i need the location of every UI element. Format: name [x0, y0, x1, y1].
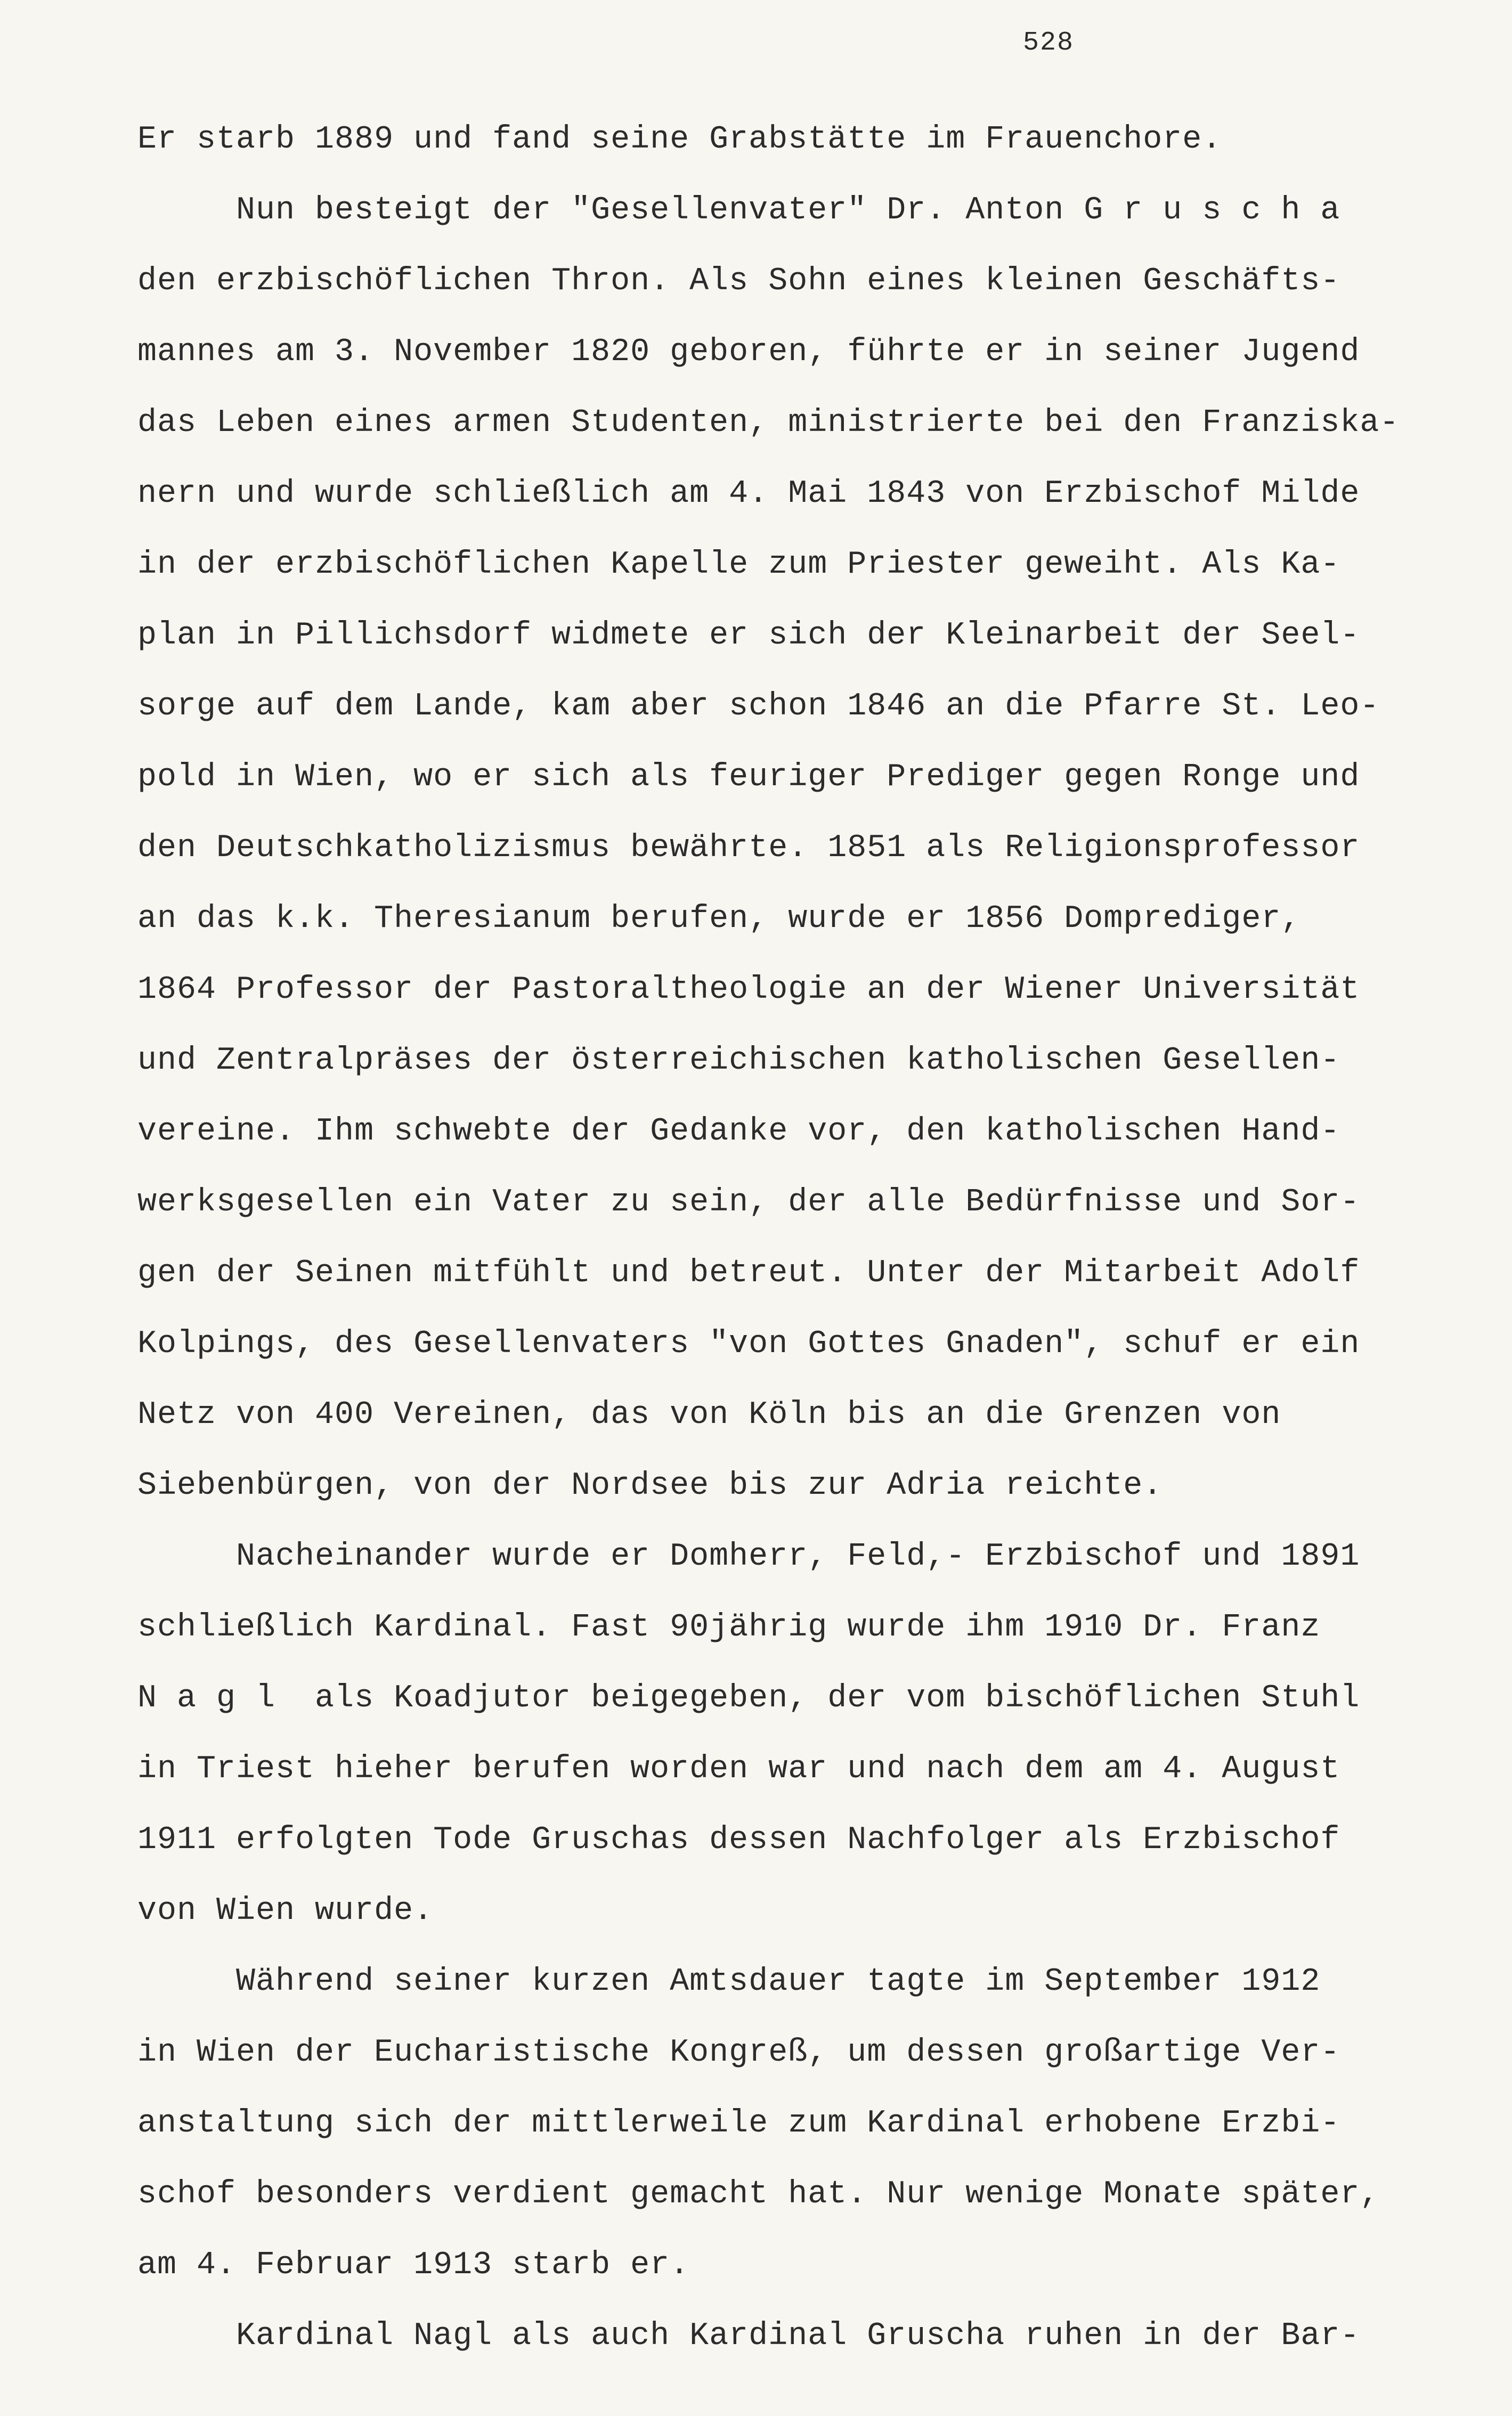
text-line: Siebenbürgen, von der Nordsee bis zur Adria reichte.: [137, 1468, 1163, 1504]
text-line: Netz von 400 Vereinen, das von Köln bis an die Grenzen von: [137, 1397, 1281, 1433]
text-line: schof besonders verdient gemacht hat. Nur wenige Monate später,: [137, 2176, 1380, 2212]
text-line: in Wien der Eucharistische Kongreß, um dessen großartige Ver-: [137, 2035, 1340, 2071]
text-line: Während seiner kurzen Amtsdauer tagte im September 1912: [137, 1964, 1321, 2000]
text-line: Er starb 1889 und fand seine Grabstätte im Frauenchore.: [137, 121, 1222, 158]
text-line: Kardinal Nagl als auch Kardinal Gruscha ruhen in der Bar-: [137, 2318, 1360, 2354]
text-line: den erzbischöflichen Thron. Als Sohn eines kleinen Geschäfts-: [137, 263, 1340, 299]
page-number: 528: [1023, 28, 1075, 58]
text-line: Nun besteigt der "Gesellenvater" Dr. Anton G r u s c h a: [137, 192, 1340, 229]
text-line: und Zentralpräses der österreichischen katholischen Gesellen-: [137, 1043, 1340, 1079]
text-line: 1864 Professor der Pastoraltheologie an der Wiener Universität: [137, 972, 1360, 1008]
text-line: das Leben eines armen Studenten, ministrierte bei den Franziska-: [137, 405, 1400, 441]
text-line: werksgesellen ein Vater zu sein, der alle Bedürfnisse und Sor-: [137, 1184, 1360, 1221]
text-line: in Triest hieher berufen worden war und nach dem am 4. August: [137, 1751, 1340, 1787]
text-line: den Deutschkatholizismus bewährte. 1851 als Religionsprofessor: [137, 830, 1360, 866]
text-line: Kolpings, des Gesellenvaters "von Gottes Gnaden", schuf er ein: [137, 1326, 1360, 1362]
text-line: sorge auf dem Lande, kam aber schon 1846 an die Pfarre St. Leo-: [137, 688, 1380, 725]
text-line: gen der Seinen mitfühlt und betreut. Unter der Mitarbeit Adolf: [137, 1255, 1360, 1291]
text-line: vereine. Ihm schwebte der Gedanke vor, den katholischen Hand-: [137, 1113, 1340, 1150]
text-line: Nacheinander wurde er Domherr, Feld,- Erzbischof und 1891: [137, 1539, 1360, 1575]
text-line: schließlich Kardinal. Fast 90jährig wurde ihm 1910 Dr. Franz: [137, 1609, 1321, 1646]
text-line: nern und wurde schließlich am 4. Mai 1843 von Erzbischof Milde: [137, 476, 1360, 512]
text-line: in der erzbischöflichen Kapelle zum Priester geweiht. Als Ka-: [137, 547, 1340, 583]
text-line: am 4. Februar 1913 starb er.: [137, 2247, 690, 2283]
text-line: 1911 erfolgten Tode Gruschas dessen Nachfolger als Erzbischof: [137, 1822, 1340, 1858]
text-line: an das k.k. Theresianum berufen, wurde er 1856 Domprediger,: [137, 901, 1301, 937]
text-line: von Wien wurde.: [137, 1893, 434, 1929]
text-line: plan in Pillichsdorf widmete er sich der Kleinarbeit der Seel-: [137, 617, 1360, 654]
text-line: anstaltung sich der mittlerweile zum Kardinal erhobene Erzbi-: [137, 2105, 1340, 2142]
text-line: mannes am 3. November 1820 geboren, führte er in seiner Jugend: [137, 334, 1360, 370]
text-line: pold in Wien, wo er sich als feuriger Prediger gegen Ronge und: [137, 759, 1360, 795]
text-line: N a g l als Koadjutor beigegeben, der vom bischöflichen Stuhl: [137, 1680, 1360, 1717]
